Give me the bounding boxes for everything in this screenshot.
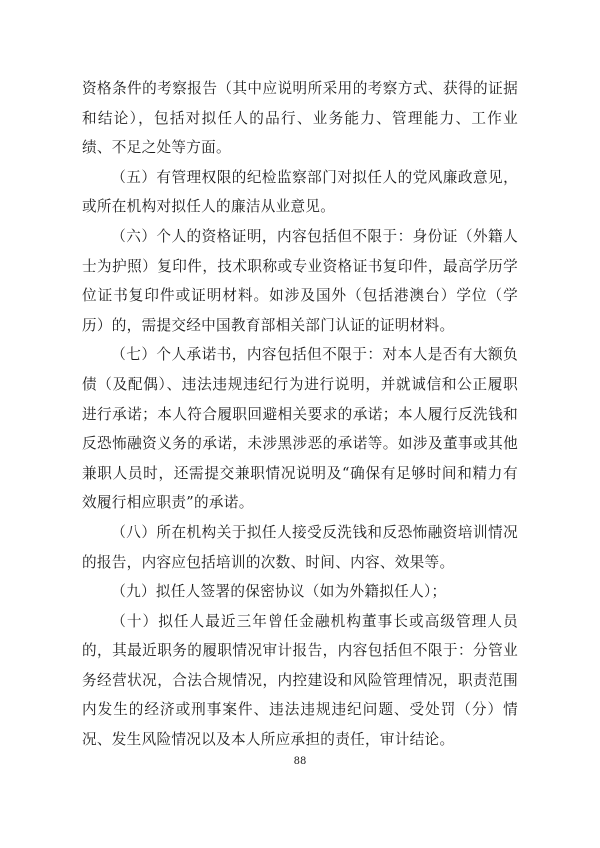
paragraph-item-5: （五）有管理权限的纪检监察部门对拟任人的党风廉政意见，或所在机构对拟任人的廉洁从业意见。 xyxy=(82,168,518,216)
document-body xyxy=(82,74,518,755)
paragraph-item-8: （八）所在机构关于拟任人接受反洗钱和反恐怖融资培训情况的报告，内容应包括培训的次数、时间、内容、效果等。 xyxy=(82,523,518,571)
paragraph-item-6: （六）个人的资格证明，内容包括但不限于：身份证（外籍人士为护照）复印件，技术职称或专业资格证书复印件，最高学历学位证书复印件或证明材料。如涉及国外（包括港澳台）学位（学历）的，需提交经中国教育部相关部门认证的证明材料。 xyxy=(82,227,518,334)
paragraph-item-10: （十）拟任人最近三年曾任金融机构董事长或高级管理人员的，其最近职务的履职情况审计报告，内容包括但不限于：分管业务经营状况，合法合规情况，内控建设和风险管理情况，职责范围内发生的经济或刑事案件、违法违规违纪问题、受处罚（分）情况、发生风险情况以及本人所应承担的责任，审计结论。 xyxy=(82,612,518,749)
page-number: 88 xyxy=(293,756,307,767)
paragraph-item-7: （七）个人承诺书，内容包括但不限于：对本人是否有大额负债（及配偶）、违法违规违纪行为进行说明，并就诚信和公正履职进行承诺；本人符合履职回避相关要求的承诺；本人履行反洗钱和反恐怖融资义务的承诺，未涉黑涉恶的承诺等。如涉及董事或其他兼职人员时，还需提交兼职情况说明及“确保有足够时间和精力有效履行相应职责”的承诺。 xyxy=(82,346,518,512)
paragraph-item-9: （九）拟任人签署的保密协议（如为外籍拟任人）； xyxy=(111,583,447,601)
paragraph-continuation: 资格条件的考察报告（其中应说明所采用的考察方式、获得的证据和结论），包括对拟任人的品行、业务能力、管理能力、工作业绩、不足之处等方面。 xyxy=(82,80,518,157)
